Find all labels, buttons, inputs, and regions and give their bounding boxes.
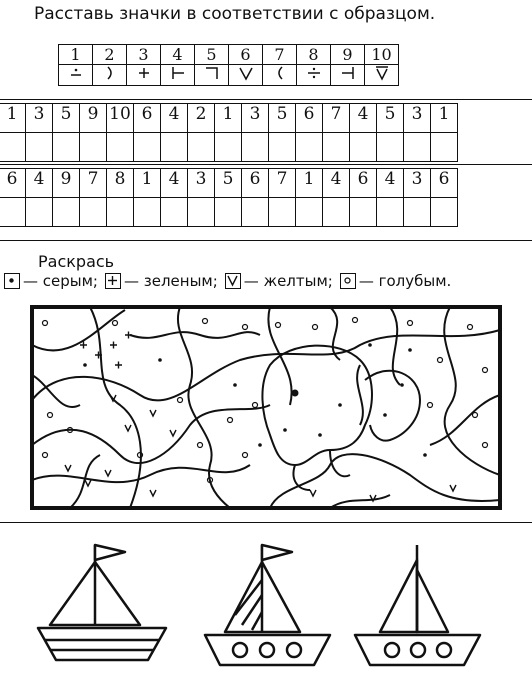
divider [0, 240, 532, 241]
numbers-grid-2 [0, 168, 458, 227]
answer-cell[interactable] [323, 133, 350, 162]
key-number: 8 [297, 45, 331, 65]
grid-cell: 3 [188, 169, 215, 198]
v-symbol-icon [225, 273, 241, 289]
grid-cell: 6 [0, 169, 26, 198]
key-number: 6 [229, 45, 263, 65]
dot-minus-icon [59, 65, 93, 86]
grid-cell: 5 [377, 104, 404, 133]
grid-cell: 1 [134, 169, 161, 198]
right-paren-icon [93, 65, 127, 86]
answer-cell[interactable] [404, 198, 431, 227]
answer-cell[interactable] [134, 133, 161, 162]
grid-cell: 2 [188, 104, 215, 133]
divider [0, 164, 532, 165]
answer-cell[interactable] [242, 133, 269, 162]
coloring-title: Раскрась [38, 252, 115, 271]
grid-cell: 4 [26, 169, 53, 198]
key-table [58, 44, 399, 86]
answer-cell[interactable] [215, 198, 242, 227]
answer-cell[interactable] [107, 198, 134, 227]
answer-cell[interactable] [188, 198, 215, 227]
answer-cell[interactable] [0, 133, 26, 162]
grid-cell: 3 [242, 104, 269, 133]
answer-cell[interactable] [296, 198, 323, 227]
dot-symbol-icon [4, 273, 20, 289]
answer-cell[interactable] [80, 133, 107, 162]
corner-right-icon [195, 65, 229, 86]
answer-cell[interactable] [53, 133, 80, 162]
answer-cell[interactable] [269, 133, 296, 162]
legend-text-gray: — серым; [23, 272, 98, 290]
answer-cell[interactable] [242, 198, 269, 227]
grid-cell: 10 [107, 104, 134, 133]
key-number: 2 [93, 45, 127, 65]
legend-text-blue: — голубым. [358, 272, 452, 290]
elephant-coloring-picture[interactable] [30, 305, 502, 510]
grid-cell: 7 [323, 104, 350, 133]
grid-cell: 9 [53, 169, 80, 198]
grid-cell: 9 [80, 104, 107, 133]
answer-cell[interactable] [350, 198, 377, 227]
answer-cell[interactable] [26, 133, 53, 162]
key-number: 10 [365, 45, 399, 65]
divide-icon [297, 65, 331, 86]
answer-cell[interactable] [269, 198, 296, 227]
answer-cell[interactable] [107, 133, 134, 162]
key-number: 3 [127, 45, 161, 65]
key-number: 5 [195, 45, 229, 65]
answer-cell[interactable] [323, 198, 350, 227]
key-number: 9 [331, 45, 365, 65]
grid-cell: 5 [215, 169, 242, 198]
grid-cell: 1 [0, 104, 26, 133]
box-v-icon [365, 65, 399, 86]
key-numbers-row [59, 45, 399, 65]
color-legend [4, 272, 451, 290]
key-number: 4 [161, 45, 195, 65]
grid-cell: 5 [269, 104, 296, 133]
plus-icon [127, 65, 161, 86]
plus-symbol-icon [105, 273, 121, 289]
legend-text-green: — зеленым; [123, 272, 218, 290]
left-paren-icon [263, 65, 297, 86]
numbers-grid-1 [0, 103, 458, 162]
grid-cell: 7 [80, 169, 107, 198]
answer-cell[interactable] [350, 133, 377, 162]
grid-cell: 6 [296, 104, 323, 133]
grid-cell: 4 [323, 169, 350, 198]
answer-cell[interactable] [26, 198, 53, 227]
answer-cell[interactable] [404, 133, 431, 162]
answer-cell[interactable] [296, 133, 323, 162]
grid-cell: 7 [269, 169, 296, 198]
grid-cell: 6 [431, 169, 458, 198]
grid-cell: 1 [215, 104, 242, 133]
grid-cell: 4 [350, 104, 377, 133]
grid-cell: 4 [161, 104, 188, 133]
answer-cell[interactable] [377, 133, 404, 162]
instruction-text: Расставь значки в соответствии с образцом. [34, 4, 436, 24]
grid-answer-row[interactable] [0, 198, 458, 227]
key-number: 1 [59, 45, 93, 65]
answer-cell[interactable] [134, 198, 161, 227]
grid-cell: 6 [134, 104, 161, 133]
answer-cell[interactable] [431, 198, 458, 227]
grid-cell: 5 [53, 104, 80, 133]
grid-cell: 8 [107, 169, 134, 198]
v-icon [229, 65, 263, 86]
grid-number-row [0, 169, 458, 198]
answer-cell[interactable] [431, 133, 458, 162]
divider [0, 99, 532, 100]
ring-symbol-icon [340, 273, 356, 289]
divider [0, 522, 532, 523]
key-symbols-row [59, 65, 399, 86]
key-number: 7 [263, 45, 297, 65]
grid-number-row [0, 104, 458, 133]
answer-cell[interactable] [0, 198, 26, 227]
grid-cell: 3 [404, 169, 431, 198]
grid-answer-row[interactable] [0, 133, 458, 162]
grid-cell: 4 [377, 169, 404, 198]
tee-right-icon [161, 65, 195, 86]
answer-cell[interactable] [377, 198, 404, 227]
answer-cell[interactable] [161, 133, 188, 162]
answer-cell[interactable] [161, 198, 188, 227]
grid-cell: 4 [161, 169, 188, 198]
legend-text-yellow: — желтым; [243, 272, 333, 290]
answer-cell[interactable] [53, 198, 80, 227]
grid-cell: 6 [350, 169, 377, 198]
grid-cell: 3 [404, 104, 431, 133]
answer-cell[interactable] [188, 133, 215, 162]
tee-left-icon [331, 65, 365, 86]
grid-cell: 6 [242, 169, 269, 198]
boats-coloring-picture[interactable] [30, 540, 520, 700]
answer-cell[interactable] [80, 198, 107, 227]
answer-cell[interactable] [215, 133, 242, 162]
grid-cell: 1 [431, 104, 458, 133]
grid-cell: 3 [26, 104, 53, 133]
grid-cell: 1 [296, 169, 323, 198]
